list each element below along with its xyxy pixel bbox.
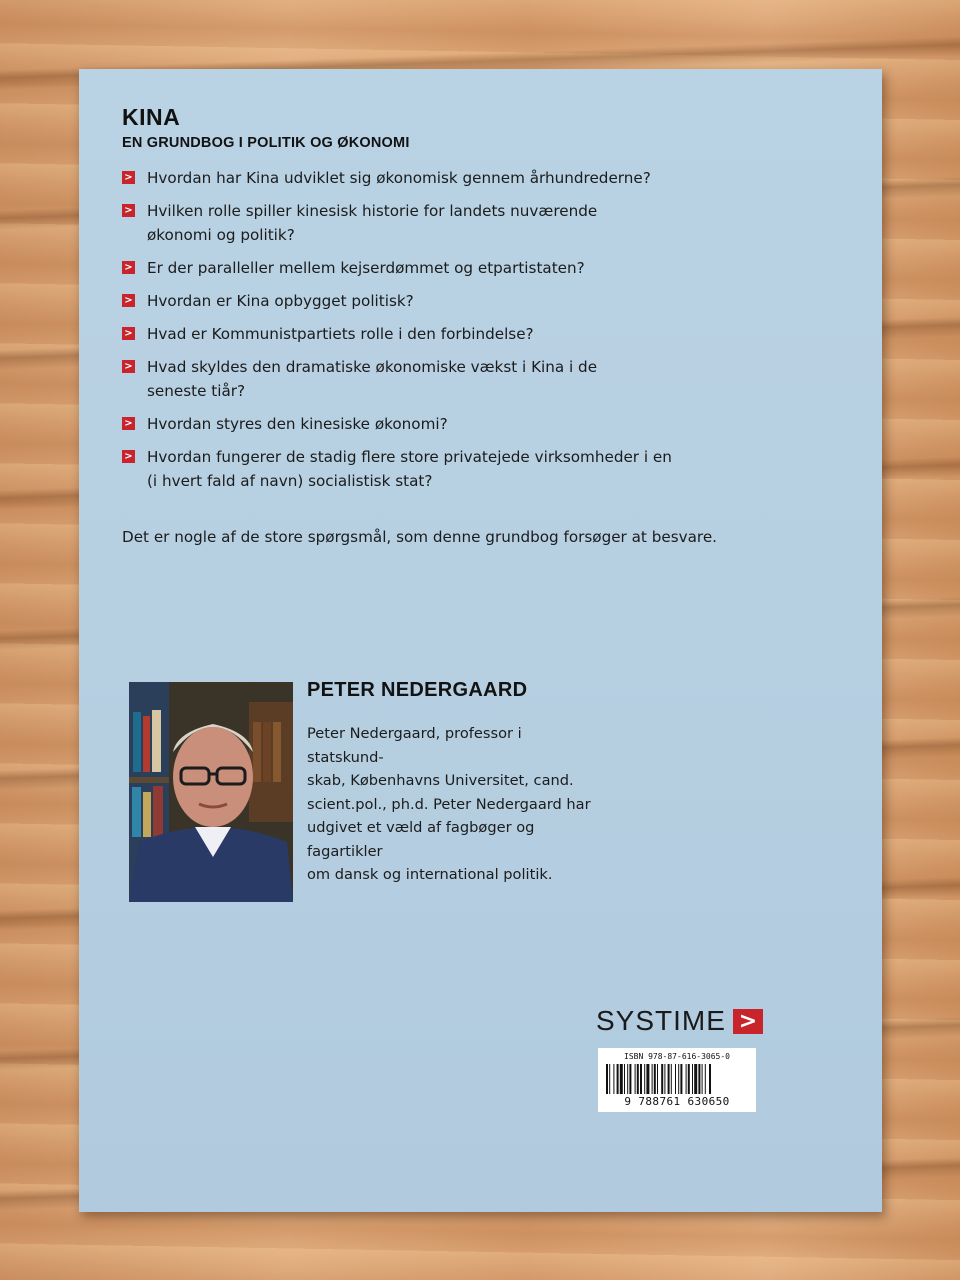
question-line: Hvordan er Kina opbygget politisk? bbox=[147, 292, 414, 310]
book-title: KINA bbox=[122, 104, 181, 130]
question-line: økonomi og politik? bbox=[147, 226, 295, 244]
barcode-digits: 9 788761 630650 bbox=[624, 1095, 730, 1108]
question-line: Er der paralleller mellem kejserdømmet og etpartistaten? bbox=[147, 259, 585, 277]
bio-line: udgivet et væld af fagbøger og fagartikler bbox=[307, 819, 535, 860]
isbn-barcode bbox=[598, 1048, 756, 1112]
question-line: seneste tiår? bbox=[147, 382, 246, 400]
red-arrow-icon: > bbox=[122, 261, 135, 274]
author-portrait-image bbox=[129, 682, 293, 902]
question-line: Hvad skyldes den dramatiske økonomiske vækst i Kina i de bbox=[147, 358, 598, 376]
question-item bbox=[122, 322, 682, 346]
question-line: Hvordan styres den kinesiske økonomi? bbox=[147, 415, 448, 433]
bio-line: scient.pol., ph.d. Peter Nedergaard har bbox=[307, 795, 591, 813]
question-line: Hvad er Kommunistpartiets rolle i den forbindelse? bbox=[147, 325, 534, 343]
publisher-name: SYSTIME bbox=[596, 1005, 726, 1036]
question-item bbox=[122, 355, 682, 403]
question-line: Hvordan fungerer de stadig flere store privatejede virksomheder i en bbox=[147, 448, 672, 466]
question-item bbox=[122, 199, 682, 247]
barcode-icon bbox=[606, 1064, 748, 1094]
bio-line: om dansk og international politik. bbox=[307, 866, 553, 883]
bio-line: skab, Københavns Universitet, cand. bbox=[307, 772, 574, 789]
summary-text: Det er nogle af de store spørgsmål, som denne grundbog forsøger at besvare. bbox=[122, 528, 717, 546]
publisher-logo bbox=[596, 1004, 763, 1038]
question-line: Hvordan har Kina udviklet sig økonomisk gennem århundrederne? bbox=[147, 169, 651, 187]
red-arrow-icon: > bbox=[122, 360, 135, 373]
question-item bbox=[122, 166, 682, 190]
bio-line: Peter Nedergaard, professor i statskund- bbox=[307, 725, 522, 766]
question-line: (i hvert fald af navn) socialistisk stat? bbox=[147, 472, 433, 490]
question-item bbox=[122, 289, 682, 313]
red-arrow-icon: > bbox=[122, 417, 135, 430]
red-arrow-icon: > bbox=[122, 294, 135, 307]
red-arrow-icon: > bbox=[122, 450, 135, 463]
red-arrow-icon: > bbox=[122, 204, 135, 217]
question-list bbox=[122, 166, 682, 502]
question-item bbox=[122, 412, 682, 436]
author-photo bbox=[129, 682, 293, 902]
book-subtitle: EN GRUNDBOG I POLITIK OG ØKONOMI bbox=[122, 135, 410, 151]
author-name: PETER NEDERGAARD bbox=[307, 679, 528, 701]
red-arrow-icon: > bbox=[122, 327, 135, 340]
question-line: Hvilken rolle spiller kinesisk historie for landets nuværende bbox=[147, 202, 598, 220]
publisher-arrow-icon: > bbox=[733, 1009, 763, 1034]
question-item bbox=[122, 256, 682, 280]
author-bio bbox=[307, 722, 597, 887]
question-item bbox=[122, 445, 682, 493]
red-arrow-icon: > bbox=[122, 171, 135, 184]
isbn-label: ISBN 978-87-616-3065-0 bbox=[624, 1052, 730, 1061]
